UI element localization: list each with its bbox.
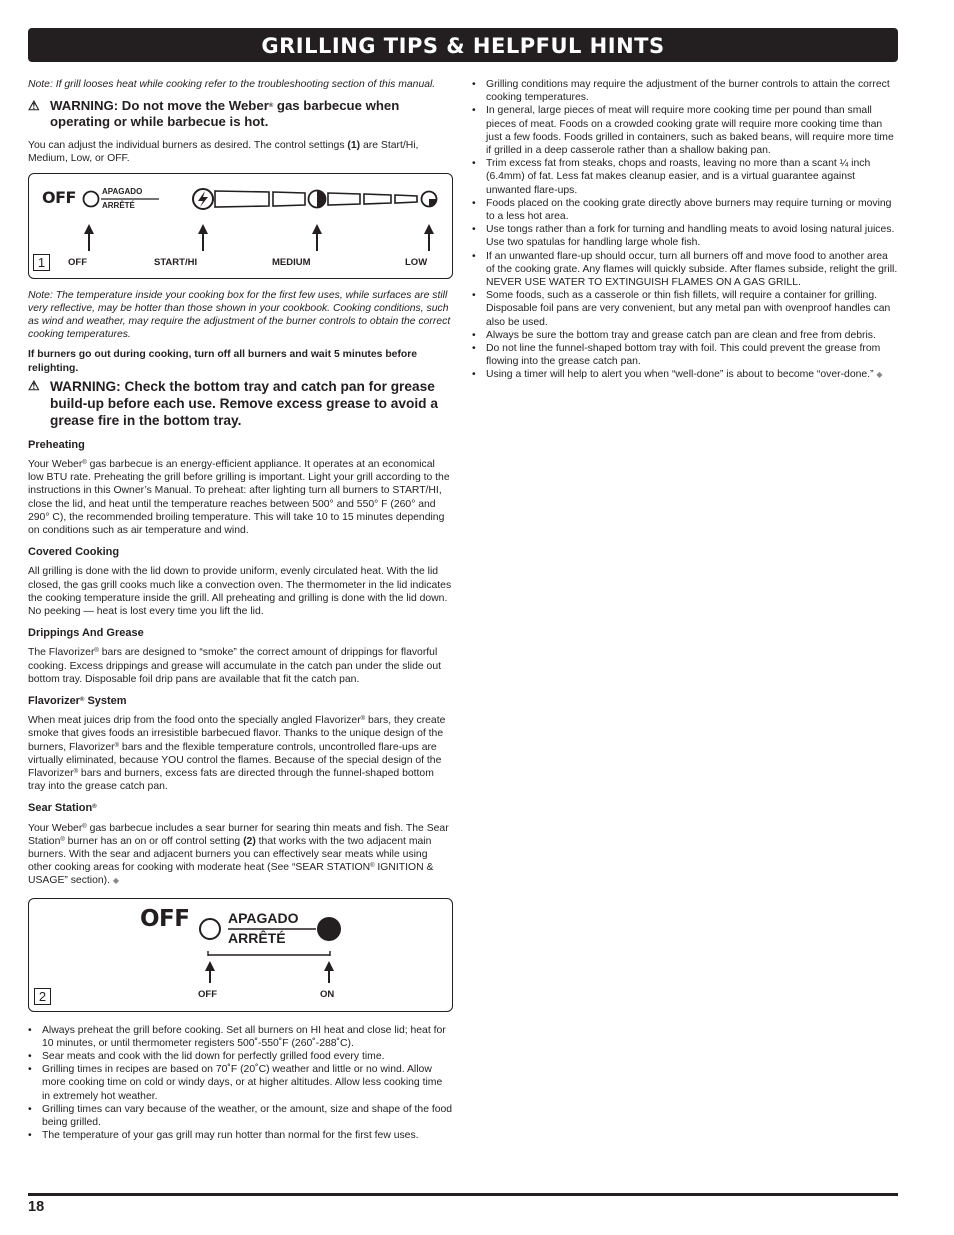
left-column: [28, 78, 453, 1142]
adjust-burners-text: You can adjust the individual burners as desired. The control settings (1) are Start/Hi, Medium, Low, or OFF.: [28, 140, 419, 165]
note-temperature: Note: The temperature inside your cooking box for the first few uses, while surfaces are still very reflective, may be hotter than those shown in your cookbook. Cooking conditions, such as wind and weather, may require the adjustment of the burner controls to obtain the correct cooking temperatures.: [28, 289, 451, 341]
figure-1-number: 1: [33, 254, 50, 271]
end-diamond-icon: ◆: [876, 370, 883, 380]
figure-2-number: 2: [34, 988, 51, 1005]
label-off: OFF: [198, 988, 217, 1000]
figure-1-arrete: ARRÊTÉ: [102, 200, 135, 210]
right-column: [472, 78, 899, 382]
list-item: • Some foods, such as a casserole or thin fish fillets, will require a container for grilling. Disposable foil pans are very convenient, but any metal pan with ovenproof handles can also be used.: [472, 289, 899, 329]
list-item: • Always preheat the grill before cooking. Set all burners on HI heat and close lid; heat for 10 minutes, or until thermometer registers 500˚-550˚F (260˚-288˚C).: [28, 1024, 453, 1050]
figure-2-arrete: ARRÊTÉ: [228, 929, 286, 946]
list-item: • Do not line the funnel-shaped bottom tray with foil. This could prevent the grease from flowing into the grease catch pan.: [472, 342, 899, 368]
off-circle-icon: [200, 919, 220, 939]
footer-rule: [28, 1193, 898, 1196]
figure-2-off-word: OFF: [140, 905, 190, 932]
warning-triangle-icon: ⚠: [28, 377, 40, 393]
list-item: • Always be sure the bottom tray and grease catch pan are clean and free from debris.: [472, 329, 899, 342]
drippings-text: The Flavorizer® bars are designed to “smoke” the correct amount of drippings for flavorful cooking. Excess drippings and grease will accumulate in the catch pan under the slide out bottom tray. Disposable foil drip pans are available that fit the catch pan.: [28, 647, 441, 685]
heading-preheating: Preheating: [28, 438, 85, 451]
list-item: • Grilling times in recipes are based on 70˚F (20˚C) weather and little or no wind. Allow more cooking time on cold or windy days, or at higher altitudes. Allow less cooking time in extremely hot weather.: [28, 1063, 453, 1103]
list-item: • Grilling conditions may require the adjustment of the burner controls to attain the correct cooking temperatures.: [472, 78, 899, 104]
list-item: • In general, large pieces of meat will require more cooking time per pound than small pieces of meat. Foods on a crowded cooking grate will require more cooking time than just a few foods. Foods grilled in containers, such as baked beans, will require more time if grilled in a deep casserole rather than a shallow baking pan.: [472, 104, 899, 157]
list-item: • Grilling times can vary because of the weather, or the amount, size and shape of the food being grilled.: [28, 1103, 453, 1129]
page-title: GRILLING TIPS & HELPFUL HINTS: [261, 34, 665, 58]
figure-2-sear-control: [28, 898, 453, 1012]
page-title-bar: [28, 28, 898, 62]
right-tips-list: [472, 78, 899, 382]
figure-1-burner-control: [28, 173, 453, 279]
list-item: • If an unwanted flare-up should occur, turn all burners off and move food to another area of the cooking grate. Any flames will quickly subside. After flames subside, relight the grill. NEVER USE WATER TO EXTINGUISH FLAMES ON A GAS GRILL.: [472, 250, 899, 290]
note-heat-loss: Note: If grill looses heat while cooking refer to the troubleshooting section of this manual.: [28, 79, 436, 90]
figure-1-off-word: OFF: [42, 187, 76, 207]
preheating-text: Your Weber® gas barbecue is an energy-efficient appliance. It operates at an economical low BTU rate. Preheating the grill before grilling is important. Light your grill according to the instructions in this Owner’s Manual. To preheat: after lighting turn all burners to START/HI, close the lid, and heat until the temperature reaches between 500° and 550° F (260° and 290° C), the recommended broiling temperature. This will take 10 to 15 minutes depending on conditions such as air temperature and wind.: [28, 458, 450, 536]
sear-station-text: Your Weber® gas barbecue includes a sear burner for searing thin meats and fish. The Sear Station® burner has an on or off control setting (2) that works with the two adjacent main burners. With the sear and adjacent burners you can effectively sear meats while using other cooking areas for cooking with moderate heat (See “SEAR STATION® IGNITION & USAGE” section). ◆: [28, 822, 449, 887]
list-item: • Trim excess fat from steaks, chops and roasts, leaving no more than a scant ¼ inch (6.4mm) of fat. Less fat makes cleanup easier, and is a virtual guarantee against unwanted flare-ups.: [472, 157, 899, 197]
heading-sear-station: Sear Station®: [28, 802, 97, 815]
label-low: LOW: [405, 256, 428, 268]
list-item: • Use tongs rather than a fork for turning and handling meats to avoid losing natural juices. Use two spatulas for handling large whole fish.: [472, 223, 899, 249]
label-medium: MEDIUM: [272, 256, 311, 268]
label-on: ON: [320, 988, 335, 1000]
heading-flavorizer: Flavorizer® System: [28, 694, 127, 707]
heading-drippings: Drippings And Grease: [28, 627, 144, 640]
on-circle-icon: [317, 917, 341, 941]
lightning-bolt-icon: [198, 191, 208, 207]
flavorizer-text: When meat juices drip from the food onto the specially angled Flavorizer® bars, they create smoke that gives foods an irresistible barbecued flavor. Thanks to the unique design of the burners, Flavorizer® bars and the flexible temperature controls, uncontrolled flare-ups are virtually eliminated, because YOU control the flames. Because of the special design of the Flavorizer® bars and burners, excess fats are directed through the funnel-shaped bottom tray into the grease catch pan.: [28, 715, 446, 793]
end-diamond-icon: ◆: [112, 876, 120, 886]
warning-do-not-move: ⚠ WARNING: Do not move the Weber® gas barbecue when operating or while barbecue is hot.: [28, 98, 400, 130]
list-item: • Foods placed on the cooking grate directly above burners may require turning or moving to a less hot area.: [472, 197, 899, 223]
covered-cooking-text: All grilling is done with the lid down to provide uniform, evenly circulated heat. With the lid closed, the gas grill cooks much like a convection oven. The thermometer in the lid indicates the cooking temperature inside the grill. All preheating and grilling is done with the lid down. No peeking — heat is lost every time you lift the lid.: [28, 566, 452, 617]
list-item: • Sear meats and cook with the lid down for perfectly grilled food every time.: [28, 1050, 453, 1063]
off-circle-icon: [84, 191, 99, 206]
warning-grease: ⚠ WARNING: Check the bottom tray and catch pan for grease build-up before each use. Remove excess grease to avoid a grease fire in the bottom tray.: [28, 377, 438, 429]
label-off: OFF: [68, 256, 87, 268]
figure-2-apagado: APAGADO: [228, 909, 299, 926]
list-item: • The temperature of your gas grill may run hotter than normal for the first few uses.: [28, 1129, 453, 1142]
label-start-hi: START/HI: [154, 256, 198, 268]
heading-covered-cooking: Covered Cooking: [28, 546, 120, 559]
page-number: 18: [28, 1199, 45, 1215]
left-tips-list: [28, 1024, 453, 1143]
figure-1-apagado: APAGADO: [102, 186, 143, 196]
warning-triangle-icon: ⚠: [28, 98, 40, 114]
burners-out-text: If burners go out during cooking, turn off all burners and wait 5 minutes before relighting.: [28, 349, 418, 374]
list-item: • Using a timer will help to alert you when “well-done” is about to become “over-done.” ◆: [472, 368, 899, 381]
